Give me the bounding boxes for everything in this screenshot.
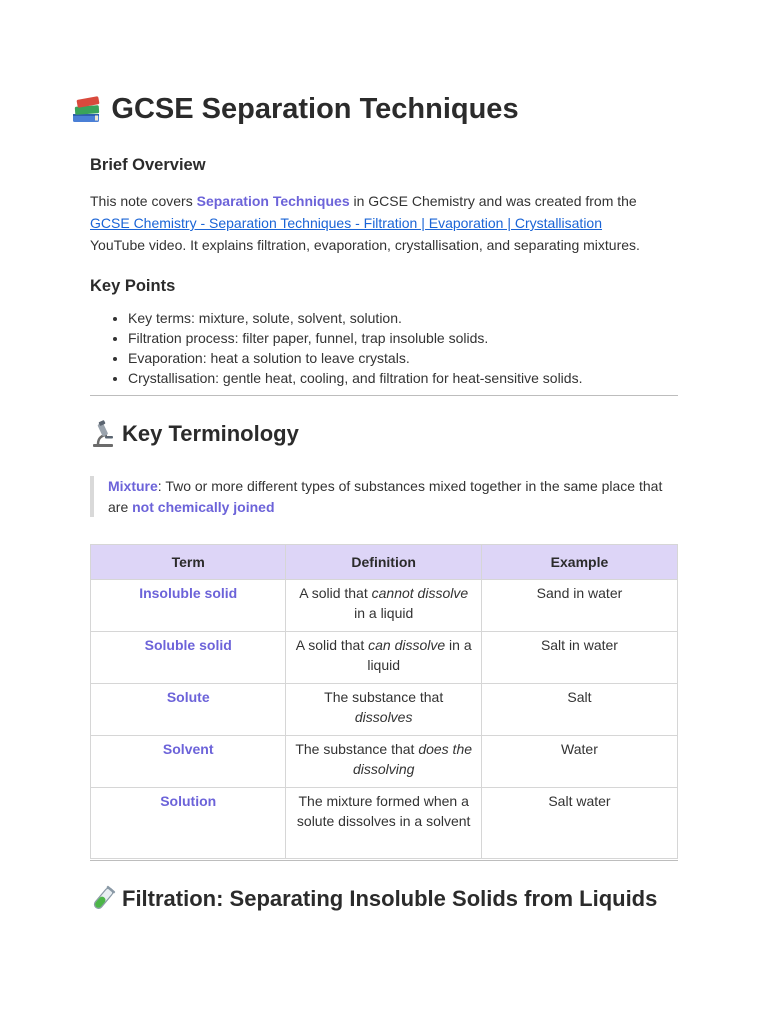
definition-emphasis: dissolves: [354, 708, 413, 725]
definition-text: The substance that: [295, 741, 419, 757]
definition-emphasis: does the dissolving: [352, 741, 473, 777]
table-row: [91, 684, 678, 736]
overview-highlight: Separation Techniques: [196, 193, 350, 209]
definition-cell: [286, 580, 482, 632]
books-icon: [69, 92, 103, 126]
page-title: [0, 92, 678, 126]
term-cell: Solution: [91, 788, 286, 859]
key-points-list: [90, 308, 718, 388]
definition-emphasis: cannot dissolve: [371, 585, 469, 601]
definition-cell: [286, 632, 482, 684]
example-cell: Salt: [481, 684, 677, 736]
definition-cell: [286, 684, 482, 736]
list-item: • Filtration process: filter paper, funnel, trap insoluble solids.: [128, 328, 718, 348]
term-cell: Solvent: [91, 736, 286, 788]
table-row: [91, 632, 678, 684]
key-points-heading: Key Points: [90, 277, 176, 295]
quote-emphasis: not chemically joined: [132, 498, 275, 515]
overview-text-part: in GCSE Chemistry and was created from the: [349, 193, 637, 209]
term-cell: Soluble solid: [91, 632, 286, 684]
terminology-heading: [90, 420, 299, 448]
terminology-heading-text: Key Terminology: [122, 421, 299, 446]
term-cell: Solute: [91, 684, 286, 736]
table-row: [91, 580, 678, 632]
definition-text: A solid that: [295, 637, 369, 653]
overview-text-part: This note covers: [90, 193, 197, 209]
mixture-quote: [90, 476, 678, 517]
page-title-text: GCSE Separation Techniques: [111, 92, 519, 125]
test-tube-icon: [90, 885, 116, 913]
definition-cell: [286, 736, 482, 788]
overview-text: [90, 190, 680, 256]
example-cell: Water: [481, 736, 677, 788]
definition-text: in a liquid: [367, 637, 472, 673]
divider: [90, 860, 678, 861]
table-row: [91, 736, 678, 788]
definition-emphasis: can dissolve: [368, 637, 446, 653]
terminology-table: [90, 544, 678, 859]
table-header-row: [91, 545, 678, 580]
definition-text: in a liquid: [354, 604, 414, 621]
divider: [90, 395, 678, 396]
definition-text: The substance that: [324, 689, 444, 705]
list-item: • Evaporation: heat a solution to leave crystals.: [128, 348, 718, 368]
term-cell: Insoluble solid: [91, 580, 286, 632]
quote-text: : Two or more different types of substances mixed together in the same place that are: [108, 478, 663, 515]
microscope-icon: [90, 420, 116, 448]
video-link[interactable]: GCSE Chemistry - Separation Techniques - Filtration | Evaporation | Crystallisation: [90, 215, 603, 231]
example-cell: Salt water: [481, 788, 677, 859]
table-row: [91, 788, 678, 859]
filtration-heading-text: Filtration: Separating Insoluble Solids from Liquids: [122, 886, 658, 911]
filtration-heading: [90, 885, 657, 913]
definition-text: A solid that: [299, 585, 372, 601]
overview-text-part: YouTube video. It explains filtration, evaporation, crystallisation, and separating mixtures.: [90, 237, 640, 253]
table-header: Example: [481, 545, 677, 580]
example-cell: Sand in water: [481, 580, 677, 632]
list-item: • Crystallisation: gentle heat, cooling, and filtration for heat-sensitive solids.: [128, 368, 718, 388]
example-cell: Salt in water: [481, 632, 677, 684]
table-header: Term: [91, 545, 286, 580]
quote-term: Mixture: [108, 478, 158, 494]
definition-cell: The mixture formed when a solute dissolves in a solvent: [286, 788, 482, 859]
overview-heading: Brief Overview: [90, 156, 206, 174]
list-item: • Key terms: mixture, solute, solvent, solution.: [128, 308, 718, 328]
table-header: Definition: [286, 545, 482, 580]
